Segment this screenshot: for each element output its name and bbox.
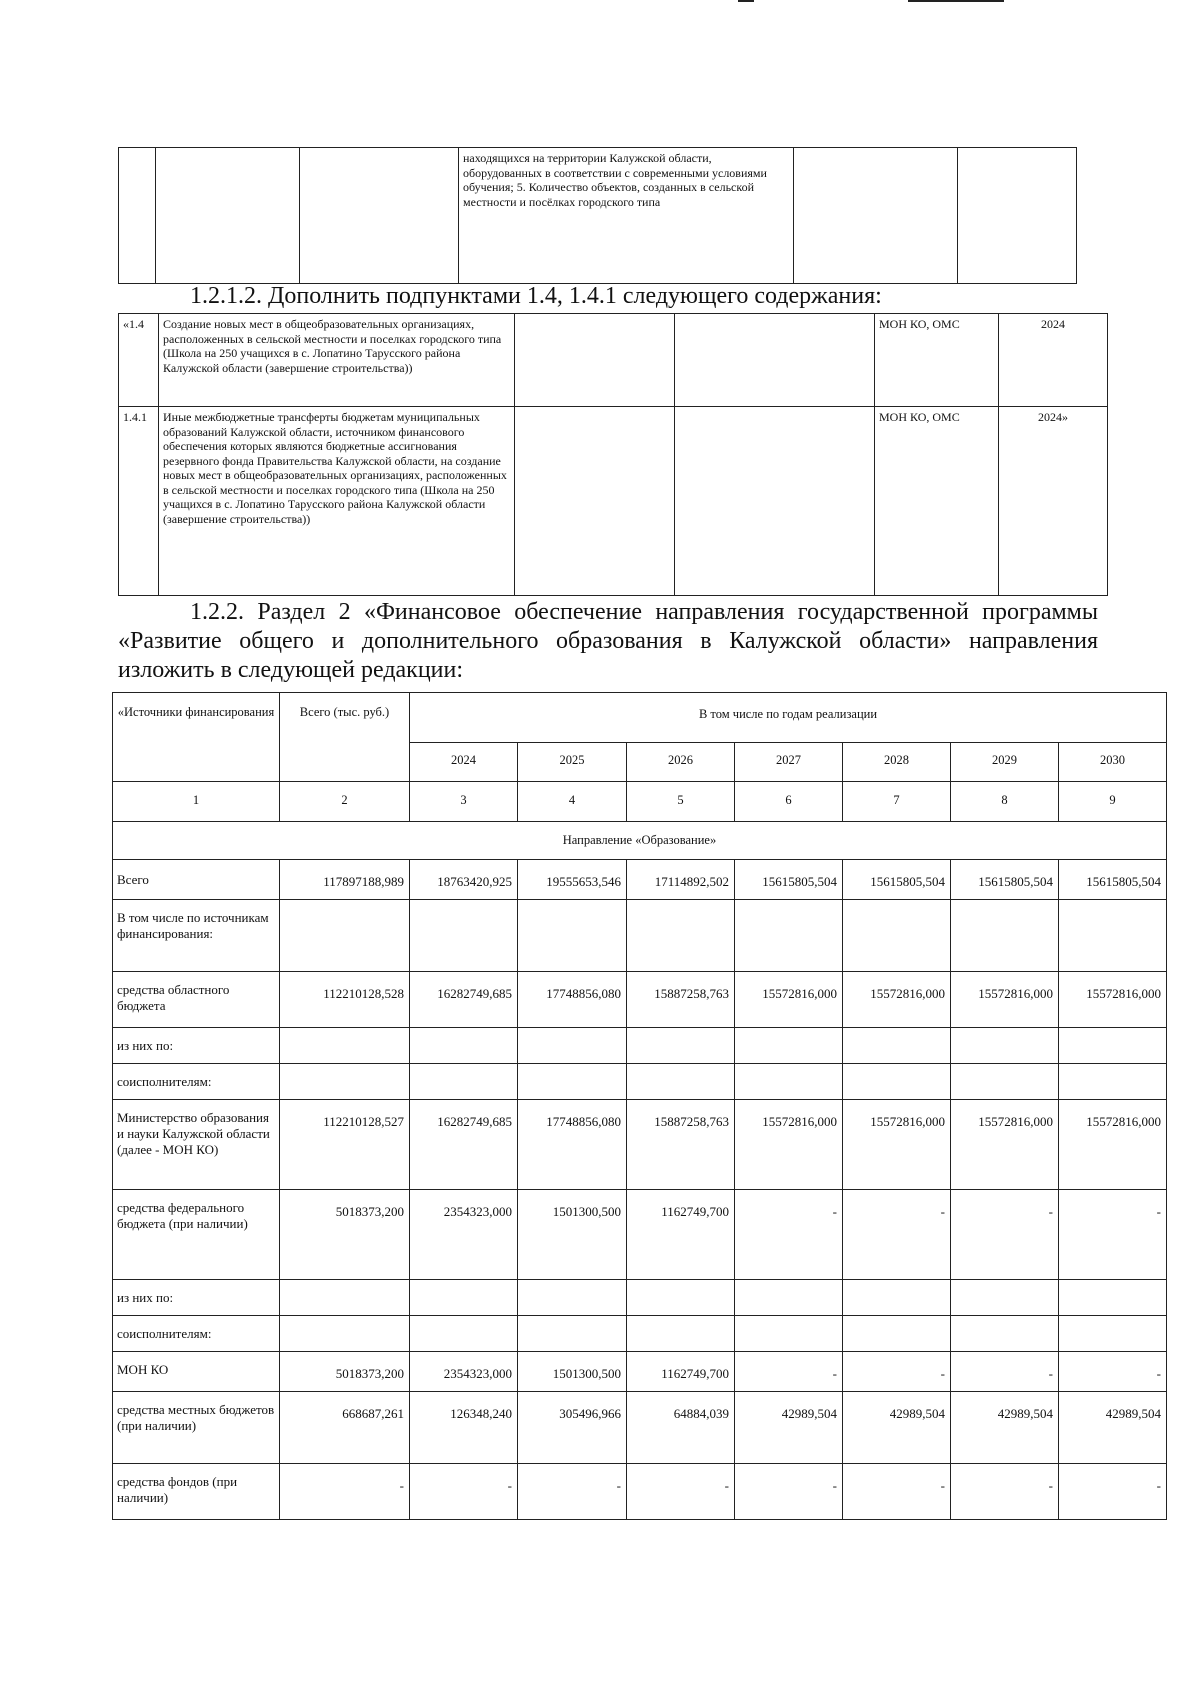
finance-cell (518, 1028, 627, 1064)
finance-cell: 15572816,000 (1059, 1100, 1167, 1190)
finance-cell: - (280, 1464, 410, 1520)
finance-cell (627, 1316, 735, 1352)
finance-cell: 17748856,080 (518, 1100, 627, 1190)
subpoint-empty-cell (515, 314, 675, 407)
subpoints-table (118, 313, 1108, 596)
finance-row-label: Всего (113, 860, 280, 900)
finance-table (112, 692, 1167, 1520)
header-year: 2029 (951, 743, 1059, 782)
finance-cell (1059, 1064, 1167, 1100)
column-number: 7 (843, 782, 951, 822)
finance-row (113, 972, 1167, 1028)
finance-cell: 112210128,527 (280, 1100, 410, 1190)
finance-row-label: средства областного бюджета (113, 972, 280, 1028)
finance-cell (843, 1316, 951, 1352)
finance-cell: 126348,240 (410, 1392, 518, 1464)
finance-cell: 1501300,500 (518, 1352, 627, 1392)
header-total: Всего (тыс. руб.) (280, 693, 410, 782)
finance-cell: - (1059, 1352, 1167, 1392)
finance-cell: - (627, 1464, 735, 1520)
finance-cell: 15572816,000 (843, 1100, 951, 1190)
finance-cell: 18763420,925 (410, 860, 518, 900)
finance-row-label: средства фондов (при наличии) (113, 1464, 280, 1520)
finance-cell: - (843, 1352, 951, 1392)
finance-cell (735, 1064, 843, 1100)
finance-cell: - (843, 1464, 951, 1520)
finance-cell (627, 1064, 735, 1100)
header-year: 2027 (735, 743, 843, 782)
finance-cell: - (735, 1352, 843, 1392)
finance-row (113, 900, 1167, 972)
scan-mark-left (738, 0, 754, 2)
subpoint-year: 2024 (999, 314, 1108, 407)
finance-cell (951, 1280, 1059, 1316)
finance-cell: 1501300,500 (518, 1190, 627, 1280)
subpoint-text: Создание новых мест в общеобразовательных организациях, расположенных в сельской местности и поселках городского типа (Школа на 250 учащихся в с. Лопатино Тарусского района Калужской области (завершение строительства)) (159, 314, 515, 407)
header-year: 2030 (1059, 743, 1167, 782)
finance-cell: 15572816,000 (735, 1100, 843, 1190)
column-number: 3 (410, 782, 518, 822)
finance-cell (951, 1064, 1059, 1100)
finance-cell: 1162749,700 (627, 1352, 735, 1392)
top-table-cell-5 (794, 148, 958, 284)
finance-cell (410, 1280, 518, 1316)
finance-row-label: из них по: (113, 1028, 280, 1064)
finance-cell (518, 1280, 627, 1316)
header-year: 2026 (627, 743, 735, 782)
subpoint-number: 1.4.1 (119, 407, 159, 596)
finance-row-label: соисполнителям: (113, 1316, 280, 1352)
finance-row (113, 1028, 1167, 1064)
finance-cell (843, 1280, 951, 1316)
heading-subpoints: 1.2.1.2. Дополнить подпунктами 1.4, 1.4.1 следующего содержания: (190, 283, 882, 309)
finance-cell: 15615805,504 (843, 860, 951, 900)
finance-cell: 64884,039 (627, 1392, 735, 1464)
finance-cell: 15615805,504 (735, 860, 843, 900)
subpoint-number: «1.4 (119, 314, 159, 407)
finance-cell: 112210128,528 (280, 972, 410, 1028)
finance-row (113, 1316, 1167, 1352)
finance-cell: 1162749,700 (627, 1190, 735, 1280)
column-number: 2 (280, 782, 410, 822)
finance-cell (280, 1064, 410, 1100)
finance-cell: - (843, 1190, 951, 1280)
finance-cell: 42989,504 (1059, 1392, 1167, 1464)
finance-row-label: В том числе по источникам финансирования: (113, 900, 280, 972)
finance-cell (410, 1064, 518, 1100)
finance-cell (1059, 1028, 1167, 1064)
finance-row (113, 1190, 1167, 1280)
finance-row (113, 1280, 1167, 1316)
finance-cell: 668687,261 (280, 1392, 410, 1464)
top-table-cell-6 (958, 148, 1077, 284)
finance-cell: 15572816,000 (1059, 972, 1167, 1028)
finance-row (113, 860, 1167, 900)
finance-row-label: из них по: (113, 1280, 280, 1316)
column-number: 4 (518, 782, 627, 822)
finance-cell: 15572816,000 (951, 1100, 1059, 1190)
finance-cell: - (951, 1190, 1059, 1280)
finance-cell: 15887258,763 (627, 1100, 735, 1190)
finance-row (113, 1100, 1167, 1190)
finance-cell: 17114892,502 (627, 860, 735, 900)
finance-cell (518, 900, 627, 972)
finance-cell: 5018373,200 (280, 1190, 410, 1280)
header-year: 2025 (518, 743, 627, 782)
heading-finance-section: 1.2.2. Раздел 2 «Финансовое обеспечение направления государственной программы «Развитие общего и дополнительного образования в Калужской области» направления изложить в следующей редакции: (118, 599, 1098, 683)
finance-cell (735, 1316, 843, 1352)
finance-row (113, 1464, 1167, 1520)
finance-cell (410, 1028, 518, 1064)
finance-cell (951, 1316, 1059, 1352)
finance-cell: - (1059, 1464, 1167, 1520)
top-table-cell-2 (156, 148, 300, 284)
finance-cell (280, 1280, 410, 1316)
finance-cell (518, 1316, 627, 1352)
finance-cell: 15572816,000 (735, 972, 843, 1028)
finance-cell (735, 900, 843, 972)
top-table-indicator-text: находящихся на территории Калужской области, оборудованных в соответствии с современными условиями обучения; 5. Количество объектов, созданных в сельской местности и посёлках городского типа (459, 148, 794, 284)
finance-cell: 117897188,989 (280, 860, 410, 900)
subpoint-empty-cell (675, 407, 875, 596)
finance-cell (843, 1028, 951, 1064)
subpoint-year: 2024» (999, 407, 1108, 596)
finance-cell (410, 1316, 518, 1352)
finance-cell (410, 900, 518, 972)
header-source: «Источники финансирования (113, 693, 280, 782)
column-number: 6 (735, 782, 843, 822)
finance-cell (1059, 900, 1167, 972)
finance-cell (627, 1280, 735, 1316)
finance-cell: 16282749,685 (410, 972, 518, 1028)
finance-cell (735, 1280, 843, 1316)
top-continuation-table (118, 147, 1077, 284)
finance-cell: 15615805,504 (1059, 860, 1167, 900)
subpoint-empty-cell (675, 314, 875, 407)
finance-cell: - (518, 1464, 627, 1520)
finance-cell: 15572816,000 (843, 972, 951, 1028)
header-year: 2028 (843, 743, 951, 782)
header-year: 2024 (410, 743, 518, 782)
finance-cell (951, 1028, 1059, 1064)
finance-row-label: соисполнителям: (113, 1064, 280, 1100)
finance-row (113, 1352, 1167, 1392)
scan-mark-right (908, 0, 1004, 2)
column-number: 1 (113, 782, 280, 822)
finance-cell: 42989,504 (735, 1392, 843, 1464)
finance-cell (951, 900, 1059, 972)
finance-cell: - (735, 1190, 843, 1280)
top-table-cell-1 (119, 148, 156, 284)
header-by-years: В том числе по годам реализации (410, 693, 1167, 743)
finance-cell (1059, 1316, 1167, 1352)
finance-cell: - (951, 1464, 1059, 1520)
finance-cell: 2354323,000 (410, 1190, 518, 1280)
top-table-cell-3 (300, 148, 459, 284)
section-title: Направление «Образование» (113, 822, 1167, 860)
finance-cell: 17748856,080 (518, 972, 627, 1028)
finance-cell: 15572816,000 (951, 972, 1059, 1028)
subpoint-text: Иные межбюджетные трансферты бюджетам муниципальных образований Калужской области, источником финансового обеспечения которых являются бюджетные ассигнования резервного фонда Правительства Калужской области, на создание новых мест в общеобразовательных организациях, расположенных в сельской местности и поселках городского типа (Школа на 250 учащихся в с. Лопатино Тарусского района Калужской области (завершение строительства)) (159, 407, 515, 596)
subpoint-executor: МОН КО, ОМС (875, 407, 999, 596)
finance-cell: 19555653,546 (518, 860, 627, 900)
finance-cell: - (1059, 1190, 1167, 1280)
finance-cell (627, 1028, 735, 1064)
finance-cell: - (735, 1464, 843, 1520)
finance-cell (1059, 1280, 1167, 1316)
finance-row-label: средства федерального бюджета (при наличии) (113, 1190, 280, 1280)
finance-cell: 2354323,000 (410, 1352, 518, 1392)
column-number: 5 (627, 782, 735, 822)
subpoint-executor: МОН КО, ОМС (875, 314, 999, 407)
finance-rows (113, 860, 1167, 1520)
column-number: 8 (951, 782, 1059, 822)
finance-cell (843, 900, 951, 972)
finance-row-label: Министерство образования и науки Калужской области (далее - МОН КО) (113, 1100, 280, 1190)
finance-cell (843, 1064, 951, 1100)
finance-cell: 15887258,763 (627, 972, 735, 1028)
finance-cell (627, 900, 735, 972)
finance-cell (280, 1028, 410, 1064)
finance-cell: 305496,966 (518, 1392, 627, 1464)
finance-cell: 15615805,504 (951, 860, 1059, 900)
finance-row-label: средства местных бюджетов (при наличии) (113, 1392, 280, 1464)
finance-cell (280, 1316, 410, 1352)
finance-cell: - (951, 1352, 1059, 1392)
finance-cell (735, 1028, 843, 1064)
finance-cell: - (410, 1464, 518, 1520)
finance-cell: 16282749,685 (410, 1100, 518, 1190)
finance-cell: 42989,504 (843, 1392, 951, 1464)
finance-cell: 42989,504 (951, 1392, 1059, 1464)
finance-cell (280, 900, 410, 972)
finance-cell: 5018373,200 (280, 1352, 410, 1392)
subpoint-empty-cell (515, 407, 675, 596)
column-number: 9 (1059, 782, 1167, 822)
finance-row-label: МОН КО (113, 1352, 280, 1392)
finance-row (113, 1064, 1167, 1100)
finance-cell (518, 1064, 627, 1100)
finance-row (113, 1392, 1167, 1464)
